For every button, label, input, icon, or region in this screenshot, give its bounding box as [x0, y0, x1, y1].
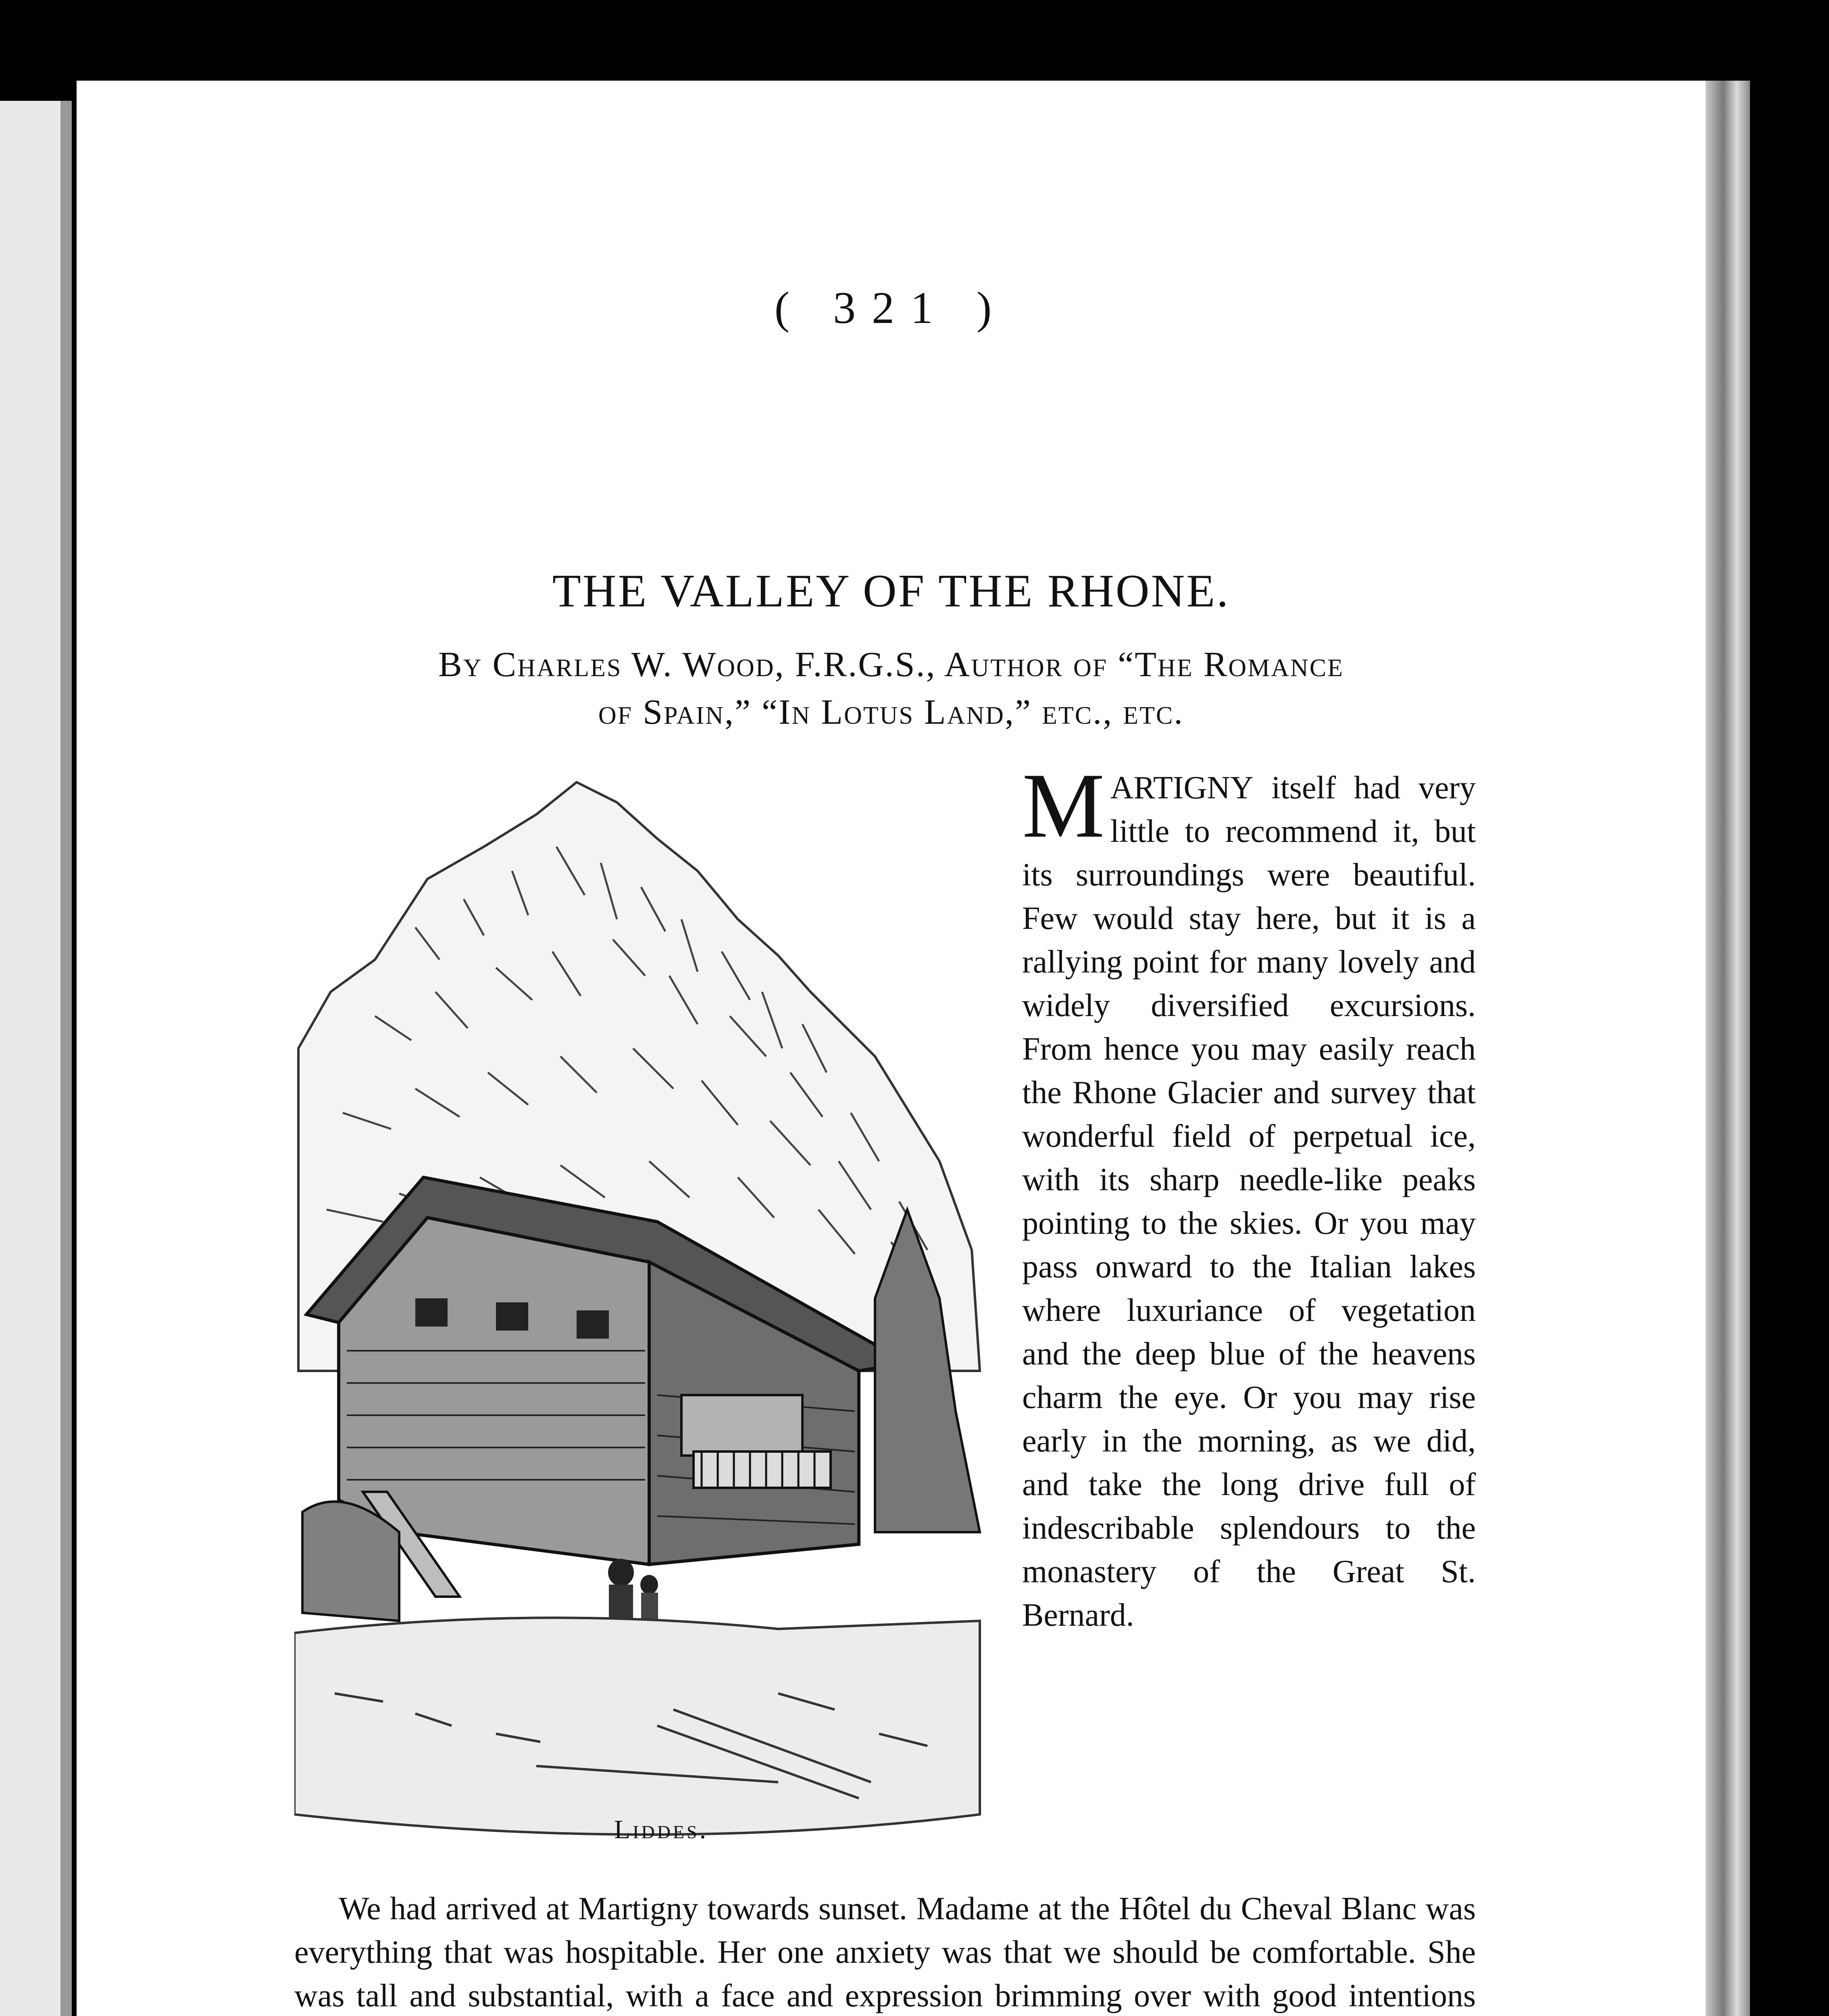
page-stack-edge	[1706, 81, 1750, 2016]
intro-column	[1022, 754, 1476, 1637]
book-page	[77, 81, 1706, 2016]
article-title: THE VALLEY OF THE RHONE.	[552, 565, 1230, 617]
byline-line-1: By Charles W. Wood, F.R.G.S., Author of “The Romance	[438, 645, 1344, 684]
chalet-engraving	[294, 766, 988, 1855]
article-body	[294, 1887, 1476, 2016]
byline-line-2: of Spain,” “In Lotus Land,” etc., etc.	[598, 693, 1184, 732]
byline	[278, 641, 1504, 736]
paragraph: We had arrived at Martigny towards sunset. Madame at the Hôtel du Cheval Blanc was everything that was hospitable. Her one anxiety was that we should be comfortable. She was tall and substantial, with a face and expression brimming over with good intentions	[294, 1891, 1476, 2014]
intro-small-caps: ARTIGNY	[1110, 770, 1254, 806]
intro-paragraph: itself had very little to recommend it, but its surroundings were beautiful. Few would stay here, but it is a rallying point for many lovely and widely diversified excursions. From hence you may easily reach the Rhone Glacier and survey that wonderful field of perpetual ice, with its sharp needle-like peaks pointing to the skies. Or you may pass onward to the Italian lakes where luxuriance of vegetation and the deep blue of the heavens charm the eye. Or you may rise early in the morning, as we did, and take the long drive full of indescribable splendours to the monastery of the Great St. Bernard.	[1022, 770, 1476, 1633]
adjacent-page-edge	[0, 101, 72, 2016]
drop-cap: M	[1022, 754, 1105, 857]
page-number: ( 321 )	[774, 283, 1008, 333]
illustration-caption: Liddes.	[614, 1815, 709, 1844]
